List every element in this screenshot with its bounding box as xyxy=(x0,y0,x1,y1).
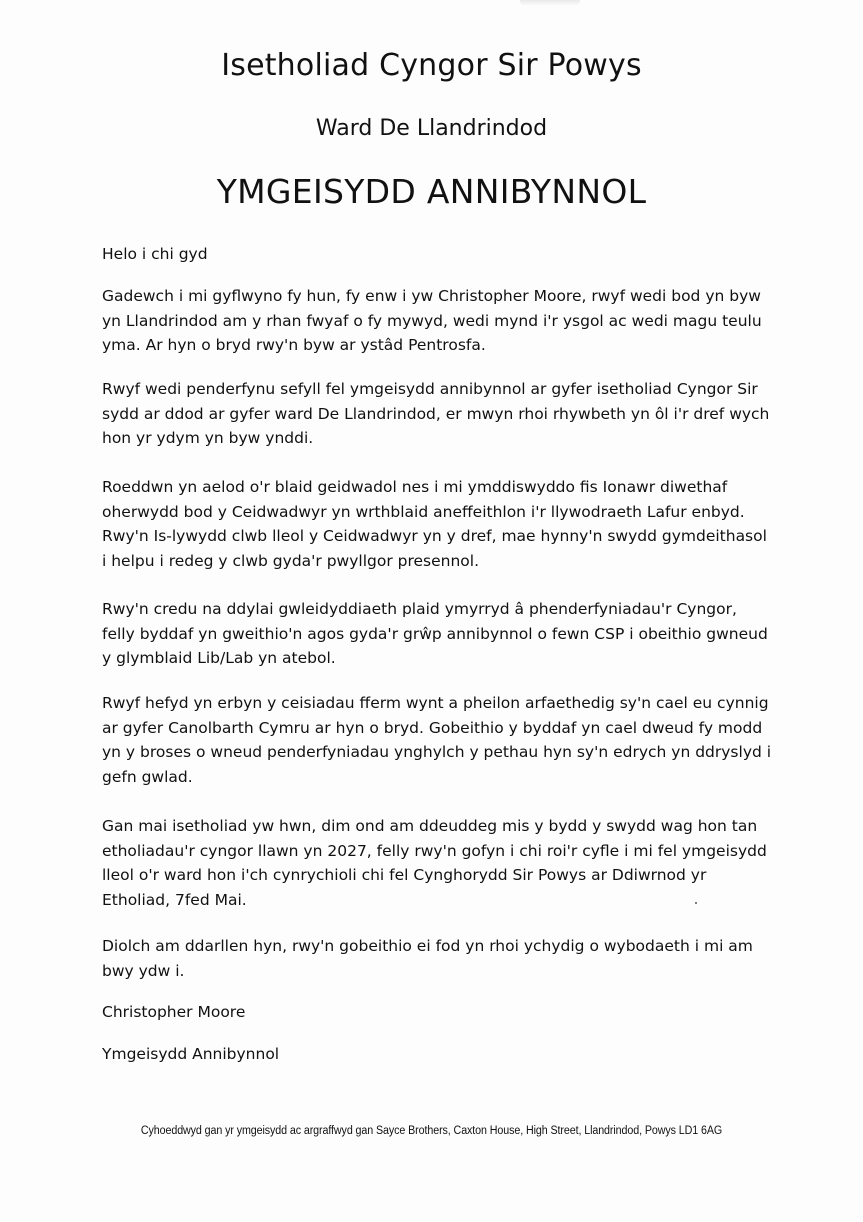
signature-name: Christopher Moore xyxy=(102,1003,246,1021)
imprint-footer: Cyhoeddwyd gan yr ymgeisydd ac argraffwyd gan Sayce Brothers, Caxton House, High Street, Llandrindod, Powys LD1 6AG xyxy=(140,1125,723,1137)
ward-subtitle: Ward De Llandrindod xyxy=(315,116,548,141)
page-title: Isetholiad Cyngor Sir Powys xyxy=(221,48,642,83)
paragraph-introduction: Gadewch i mi gyflwyno fy hun, fy enw i yw Christopher Moore, rwyf wedi bod yn byw yn Llandrindod am y rhan fwyaf o fy mywyd, wedi mynd i'r ysgol ac wedi magu teulu yma. Ar hyn o bryd rwy'n byw ar ystâd Pentrosfa. xyxy=(102,287,762,354)
signature-role: Ymgeisydd Annibynnol xyxy=(102,1045,280,1063)
paragraph-candidacy: Rwyf wedi penderfynu sefyll fel ymgeisydd annibynnol ar gyfer isetholiad Cyngor Sir sydd ar ddod ar gyfer ward De Llandrindod, er mwyn rhoi rhywbeth yn ôl i'r dref wych hon yr ydym yn byw ynddi. xyxy=(102,380,770,447)
paragraph-thanks: Diolch am ddarllen hyn, rwy'n gobeithio ei fod yn rhoi ychydig o wybodaeth i mi am bwy ydw i. xyxy=(102,937,753,980)
paragraph-politics: Rwy'n credu na ddylai gwleidyddiaeth plaid ymyrryd â phenderfyniadau'r Cyngor, felly byddaf yn gweithio'n agos gyda'r grŵp annibynnol o fewn CSP i obeithio gwneud y glymblaid Lib/Lab yn atebol. xyxy=(102,600,768,667)
greeting: Helo i chi gyd xyxy=(102,245,208,263)
paragraph-background: Roeddwn yn aelod o'r blaid geidwadol nes i mi ymddiswyddo fis Ionawr diwethaf oherwydd bod y Ceidwadwyr yn wrthblaid aneffeithlon i'r llywodraeth Lafur enbyd. Rwy'n Is-lywydd clwb lleol y Ceidwadwyr yn y dref, mae hynny'n swydd gymdeithasol i helpu i redeg y clwb gyda'r pwyllgor presennol. xyxy=(102,478,767,570)
scan-speck xyxy=(695,902,697,904)
scan-shadow xyxy=(520,0,580,6)
paragraph-windfarms: Rwyf hefyd yn erbyn y ceisiadau fferm wynt a pheilon arfaethedig sy'n cael eu cynnig ar gyfer Canolbarth Cymru ar hyn o bryd. Gobeithio y byddaf yn cael dweud fy modd yn y broses o wneud penderfyniadau ynghylch y pethau hyn sy'n edrych yn ddryslyd i gefn gwlad. xyxy=(102,694,772,786)
paragraph-by-election: Gan mai isetholiad yw hwn, dim ond am ddeuddeg mis y bydd y swydd wag hon tan etholiadau'r cyngor llawn yn 2027, felly rwy'n gofyn i chi roi'r cyfle i mi fel ymgeisydd lleol o'r ward hon i'ch cynrychioli chi fel Cynghorydd Sir Powys ar Ddiwrnod yr Etholiad, 7fed Mai. xyxy=(102,817,767,909)
candidate-headline: YMGEISYDD ANNIBYNNOL xyxy=(216,172,647,211)
